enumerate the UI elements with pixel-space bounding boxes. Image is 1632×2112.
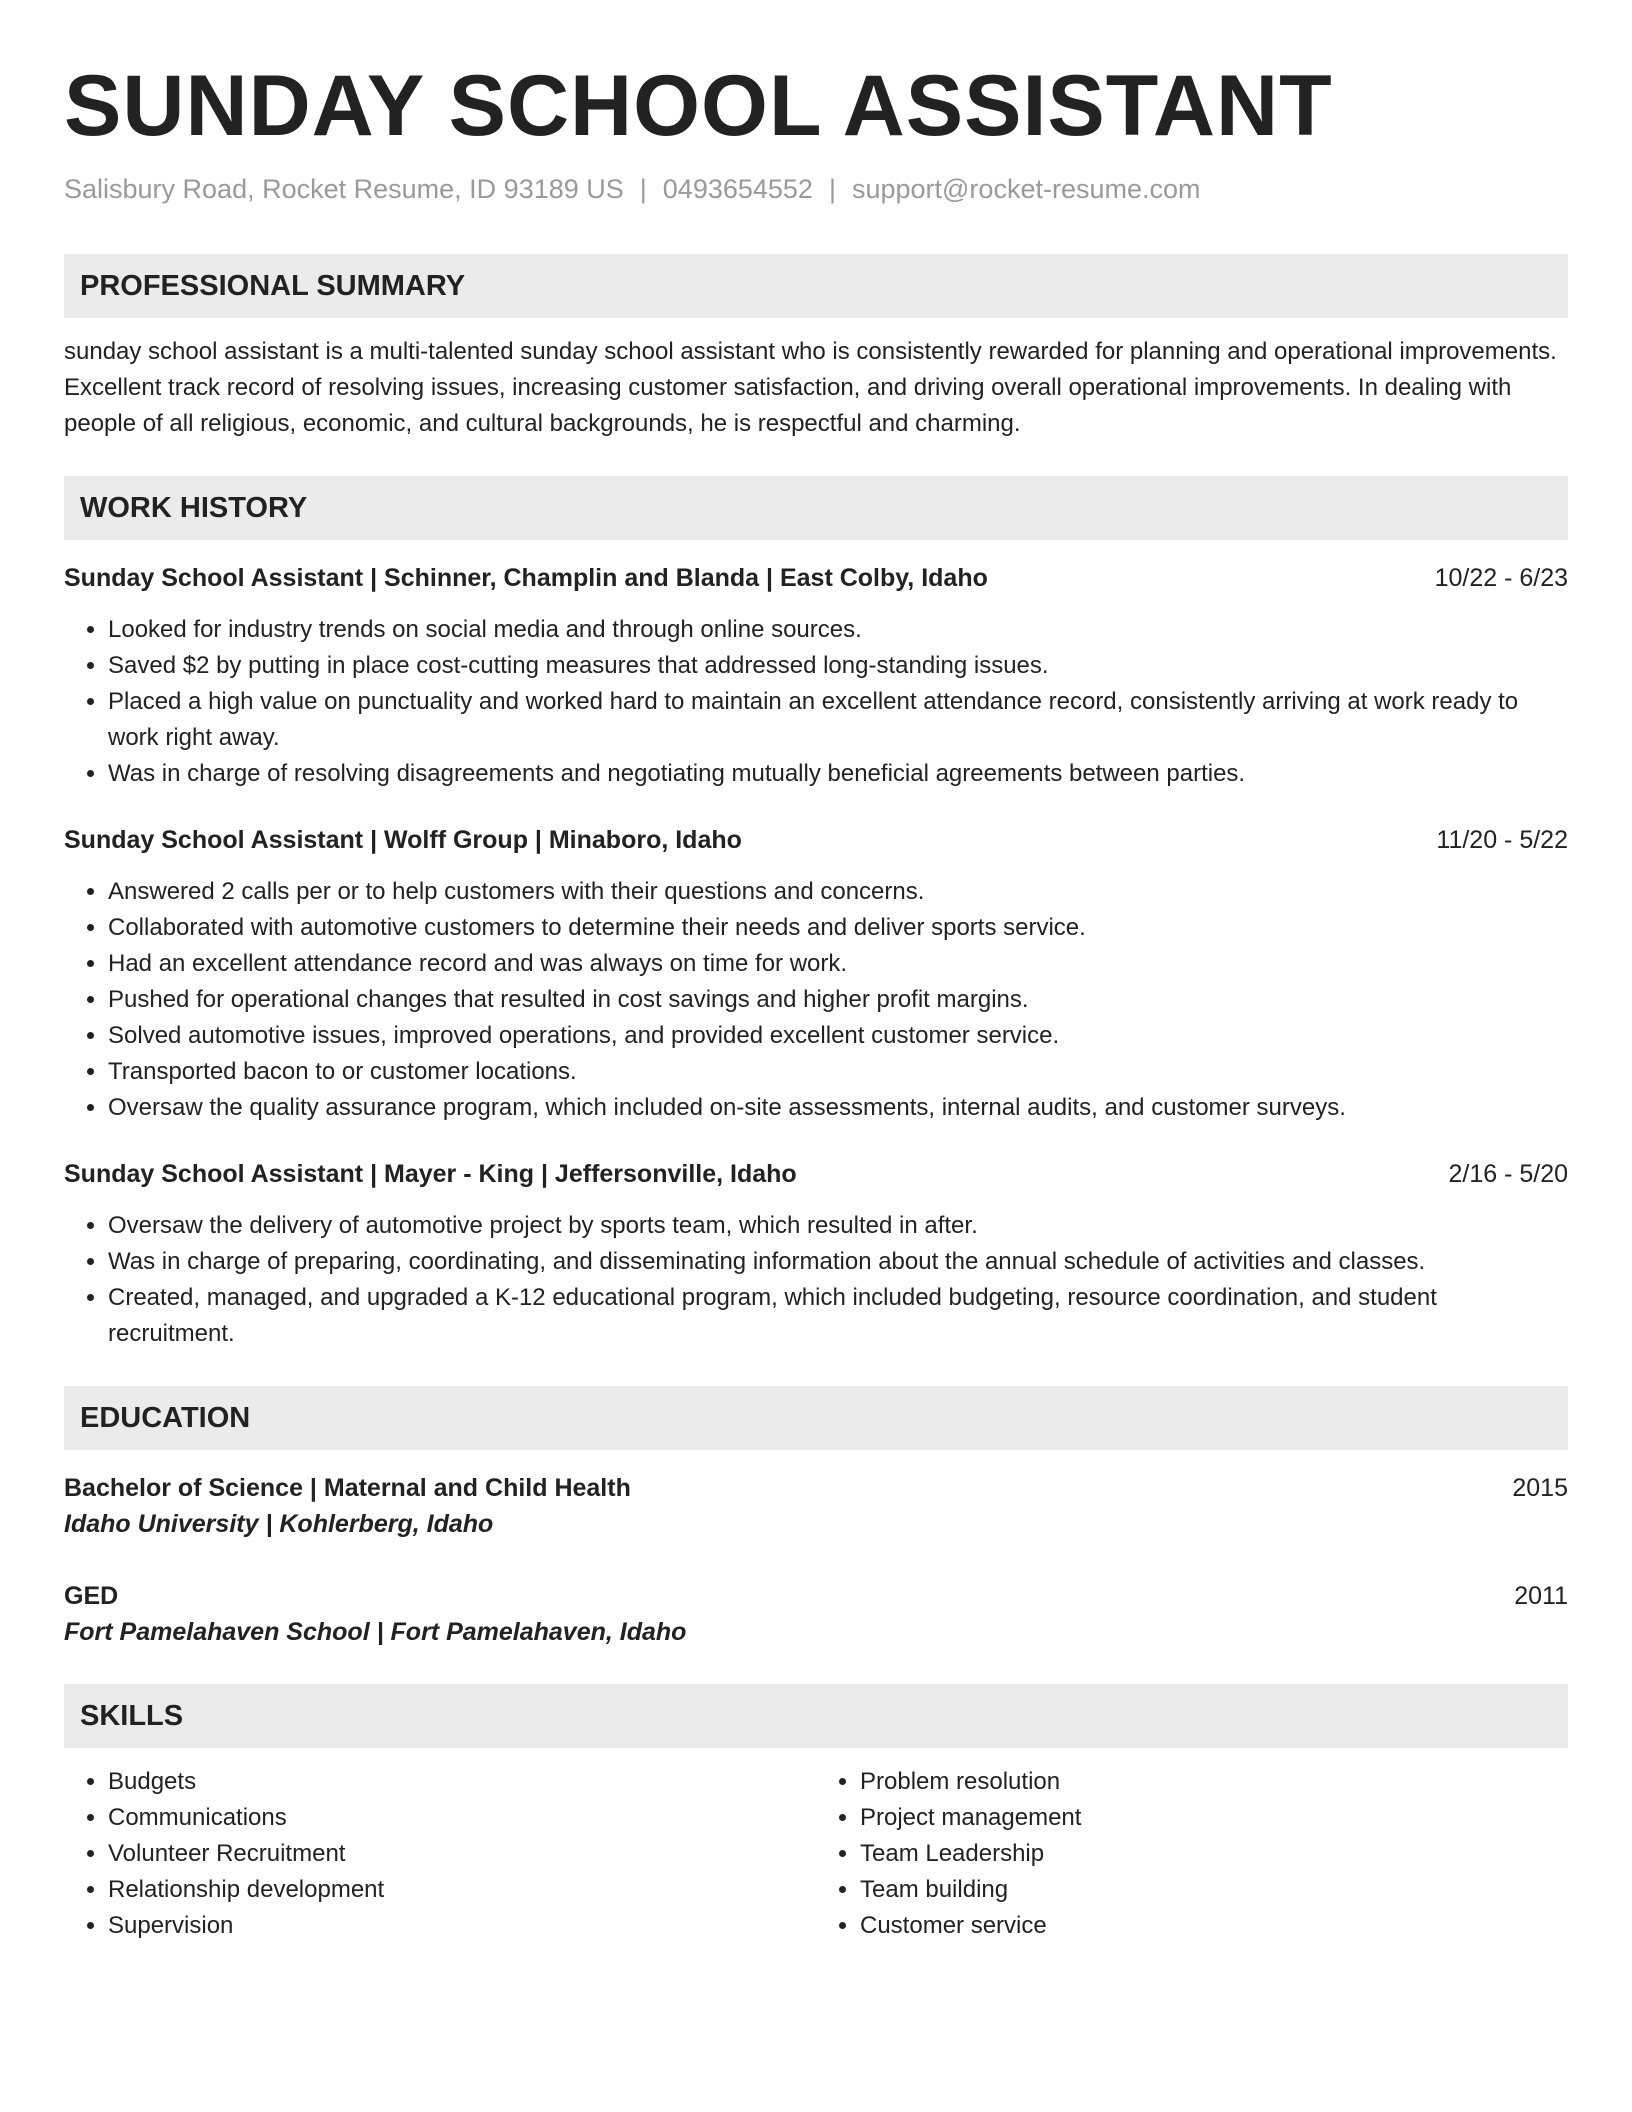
section-header-summary: PROFESSIONAL SUMMARY — [64, 254, 1568, 318]
job-title: Sunday School Assistant | Wolff Group | Minaboro, Idaho — [64, 826, 742, 854]
section-header-education: EDUCATION — [64, 1386, 1568, 1450]
education-entry — [64, 1578, 1568, 1650]
skills-list — [64, 1764, 1568, 1944]
job-bullet: • Placed a high value on punctuality and worked hard to maintain an excellent attendance record, consistently arriving at work ready to work right away. — [108, 684, 1568, 756]
education-school: Idaho University | Kohlerberg, Idaho — [64, 1510, 494, 1538]
skills-column-right — [816, 1764, 1568, 1944]
section-header-work-history: WORK HISTORY — [64, 476, 1568, 540]
job-bullet: • Pushed for operational changes that resulted in cost savings and higher profit margins. — [108, 982, 1568, 1018]
job-dates: 11/20 - 5/22 — [1436, 826, 1568, 854]
education-school: Fort Pamelahaven School | Fort Pamelahaven, Idaho — [64, 1618, 687, 1646]
education-entry — [64, 1470, 1568, 1542]
education-header — [64, 1578, 1568, 1614]
resume-name: SUNDAY SCHOOL ASSISTANT — [64, 58, 1333, 154]
job-dates: 10/22 - 6/23 — [1434, 564, 1568, 592]
skills-column-left — [64, 1764, 816, 1944]
contact-line — [64, 172, 1568, 206]
job-bullet: • Collaborated with automotive customers to determine their needs and deliver sports service. — [108, 910, 1568, 946]
skill-item: • Team Leadership — [860, 1836, 1568, 1872]
job-entry — [64, 560, 1568, 792]
skill-item: • Volunteer Recruitment — [108, 1836, 816, 1872]
skill-item: • Project management — [860, 1800, 1568, 1836]
skill-item: • Customer service — [860, 1908, 1568, 1944]
skill-item: • Communications — [108, 1800, 816, 1836]
job-bullet: • Oversaw the delivery of automotive project by sports team, which resulted in after. — [108, 1208, 1568, 1244]
job-bullet: • Saved $2 by putting in place cost-cutting measures that addressed long-standing issues. — [108, 648, 1568, 684]
skill-item: • Supervision — [108, 1908, 816, 1944]
job-title: Sunday School Assistant | Mayer - King | Jeffersonville, Idaho — [64, 1160, 797, 1188]
skill-item: • Relationship development — [108, 1872, 816, 1908]
job-dates: 2/16 - 5/20 — [1448, 1160, 1568, 1188]
job-bullet: • Created, managed, and upgraded a K-12 educational program, which included budgeting, resource coordination, and student recruitment. — [108, 1280, 1568, 1352]
contact-phone: 0493654552 — [662, 174, 813, 204]
summary-text: sunday school assistant is a multi-talented sunday school assistant who is consistently rewarded for planning and operational improvements. Excellent track record of resolving issues, increasing customer satisfaction, and driving overall operational improvements. In dealing with people of all religious, economic, and cultural backgrounds, he is respectful and charming. — [64, 338, 1557, 437]
job-bullets — [64, 612, 1568, 792]
education-degree: Bachelor of Science | Maternal and Child Health — [64, 1474, 631, 1502]
job-entry — [64, 822, 1568, 1126]
job-bullet: • Solved automotive issues, improved operations, and provided excellent customer service. — [108, 1018, 1568, 1054]
education-degree: GED — [64, 1582, 119, 1610]
skill-item: • Budgets — [108, 1764, 816, 1800]
skill-item: • Problem resolution — [860, 1764, 1568, 1800]
job-bullet: • Was in charge of resolving disagreements and negotiating mutually beneficial agreements between parties. — [108, 756, 1568, 792]
education-header — [64, 1470, 1568, 1506]
education-year: 2015 — [1512, 1474, 1568, 1502]
job-bullet: • Oversaw the quality assurance program, which included on-site assessments, internal audits, and customer surveys. — [108, 1090, 1568, 1126]
job-bullets — [64, 1208, 1568, 1352]
contact-email: support@rocket-resume.com — [851, 174, 1201, 204]
job-bullet: • Was in charge of preparing, coordinating, and disseminating information about the annual schedule of activities and classes. — [108, 1244, 1568, 1280]
job-title: Sunday School Assistant | Schinner, Champlin and Blanda | East Colby, Idaho — [64, 564, 988, 592]
job-bullet: • Answered 2 calls per or to help customers with their questions and concerns. — [108, 874, 1568, 910]
skill-item: • Team building — [860, 1872, 1568, 1908]
job-bullet: • Had an excellent attendance record and was always on time for work. — [108, 946, 1568, 982]
contact-address: Salisbury Road, Rocket Resume, ID 93189 US — [64, 174, 624, 204]
job-header — [64, 560, 1568, 596]
job-bullets — [64, 874, 1568, 1126]
job-header — [64, 1156, 1568, 1192]
section-header-skills: SKILLS — [64, 1684, 1568, 1748]
job-bullet: • Looked for industry trends on social media and through online sources. — [108, 612, 1568, 648]
job-bullet: • Transported bacon to or customer locations. — [108, 1054, 1568, 1090]
contact-separator: | — [828, 174, 836, 204]
job-header — [64, 822, 1568, 858]
education-year: 2011 — [1514, 1582, 1568, 1610]
job-entry — [64, 1156, 1568, 1352]
contact-separator: | — [639, 174, 647, 204]
